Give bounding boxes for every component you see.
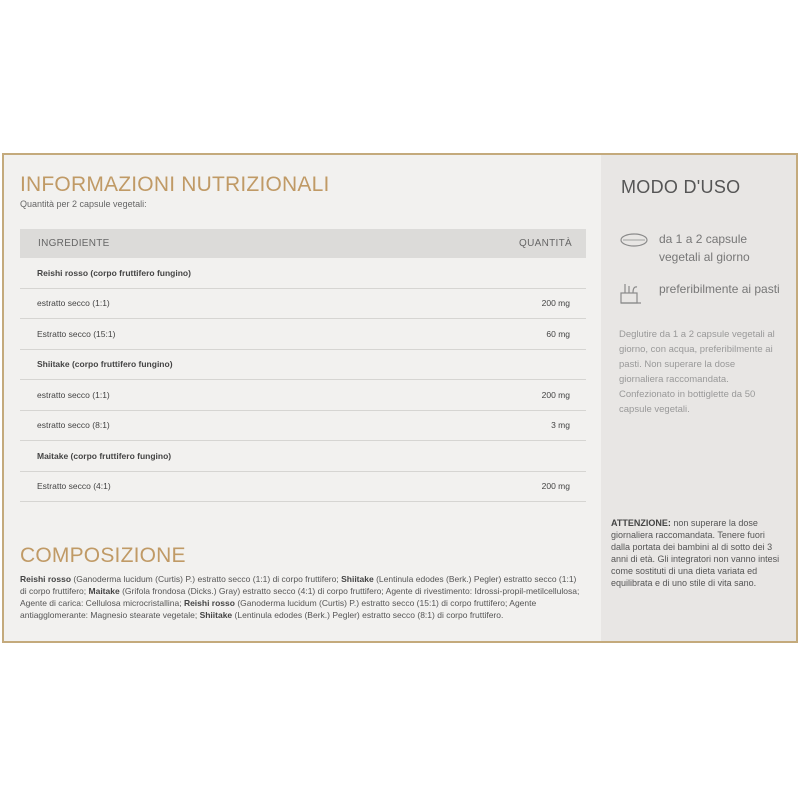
table-header [20, 229, 586, 258]
nutrition-title: INFORMAZIONI NUTRIZIONALI [20, 173, 330, 196]
table-row [20, 319, 586, 350]
product-info-panel [2, 153, 798, 643]
table-row [20, 350, 586, 381]
composition-detail: (Grifola frondosa (Dicks.) Gray) estratto secco (4:1) di corpo fruttifero; Agente di rivestimento: Idrossi-propil-metilcellulosa; Agente di carica: Cellulosa microcristallina; [20, 586, 580, 608]
ingredient-quantity: 3 mg [551, 420, 570, 431]
header-quantity: QUANTITÀ [519, 238, 572, 249]
divider [619, 642, 769, 643]
composition-detail: (Ganoderma lucidum (Curtis) P.) estratto secco (15:1) di corpo fruttifero; Agente antiagglomerante: Magnesio stearate vegetale; [20, 598, 537, 620]
composition-text [20, 573, 580, 621]
nutrition-table [20, 229, 586, 502]
usage-title: MODO D'USO [621, 177, 741, 197]
dose-text: da 1 a 2 capsule vegetali al giorno [659, 232, 750, 264]
nutrition-subtitle: Quantità per 2 capsule vegetali: [20, 199, 147, 209]
composition-ingredient: Reishi rosso [183, 598, 235, 608]
usage-section [601, 155, 796, 641]
nutrition-section [4, 155, 601, 641]
table-row [20, 289, 586, 320]
timing-item [619, 280, 789, 306]
table-row [20, 258, 586, 289]
ingredient-name: estratto secco (8:1) [37, 420, 110, 431]
ingredient-name: Estratto secco (4:1) [37, 481, 111, 492]
ingredient-name: Estratto secco (15:1) [37, 328, 116, 339]
composition-ingredient: Shiitake [199, 610, 233, 620]
ingredient-quantity: 200 mg [541, 389, 570, 400]
header-ingredient: INGREDIENTE [38, 238, 110, 249]
usage-description: Deglutire da 1 a 2 capsule vegetali al giorno, con acqua, preferibilmente ai pasti. Non superare la dose giornaliera raccomandata. Confezionato in bottiglette da 50 capsule vegetali. [619, 329, 775, 415]
composition-title: COMPOSIZIONE [20, 544, 186, 567]
warning-label: ATTENZIONE: [611, 518, 671, 528]
composition-detail: (Lentinula edodes (Berk.) Pegler) estratto secco (8:1) di corpo fruttifero. [232, 610, 504, 620]
warning-body: non superare la dose giornaliera raccomandata. Tenere fuori dalla portata dei bambini al di sotto dei 3 anni di età. Gli integratori non vanno intesi come sostituti di una dieta variata ed equilibrata e di uno stile di vita sano. [611, 518, 780, 588]
capsule-icon [619, 230, 651, 256]
table-row [20, 441, 586, 472]
composition-ingredient: Reishi rosso [20, 574, 72, 584]
ingredient-name: Reishi rosso (corpo fruttifero fungino) [37, 267, 191, 278]
ingredient-quantity: 60 mg [546, 328, 570, 339]
ingredient-quantity: 200 mg [541, 481, 570, 492]
ingredient-quantity: 200 mg [541, 298, 570, 309]
ingredient-name: estratto secco (1:1) [37, 389, 110, 400]
ingredient-name: Maitake (corpo fruttifero fungino) [37, 450, 172, 461]
composition-detail: (Lentinula edodes (Berk.) Pegler) estratto secco (1:1) di corpo fruttifero; [20, 574, 577, 596]
ingredient-name: Shiitake (corpo fruttifero fungino) [37, 359, 173, 370]
dose-item [619, 230, 789, 266]
table-row [20, 472, 586, 503]
composition-ingredient: Shiitake [341, 574, 374, 584]
warning-text [611, 517, 786, 589]
composition-ingredient: Maitake [88, 586, 120, 596]
table-row [20, 411, 586, 442]
timing-text: preferibilmente ai pasti [659, 282, 780, 296]
ingredient-name: estratto secco (1:1) [37, 298, 110, 309]
table-row [20, 380, 586, 411]
meal-plate-icon [619, 280, 651, 306]
composition-detail: (Ganoderma lucidum (Curtis) P.) estratto secco (1:1) di corpo fruttifero; [71, 574, 342, 584]
